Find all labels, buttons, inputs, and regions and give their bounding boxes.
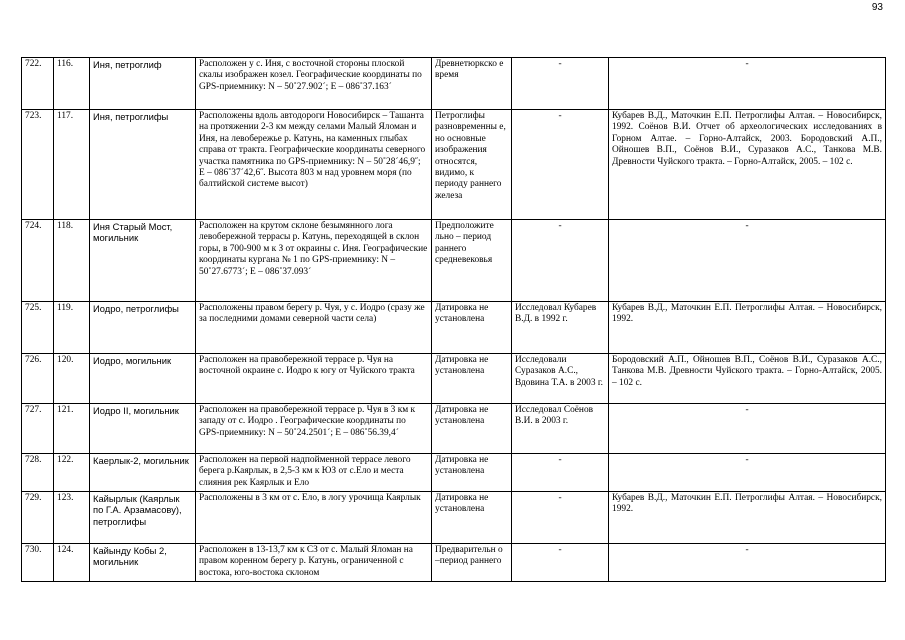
table-row xyxy=(22,110,886,220)
monument-number: 122. xyxy=(54,454,90,492)
row-number: 729. xyxy=(22,492,54,544)
monument-name: Иня Старый Мост, могильник xyxy=(90,220,196,302)
row-number: 722. xyxy=(22,58,54,110)
monument-name: Кайынду Кобы 2, могильник xyxy=(90,544,196,582)
location-description: Расположен на правобережной террасе р. Чуя на восточной окраине с. Иодро к югу от Чуйского тракта xyxy=(196,354,432,404)
dating: Датировка не установлена xyxy=(432,354,512,404)
literature: Бородовский А.П., Ойношев В.П., Соёнов В.И., Суразаков А.С., Танкова М.В. Древности Чуйского тракта. – Горно-Алтайск, 2005. – 102 с. xyxy=(609,354,886,404)
monument-name: Иодро, могильник xyxy=(90,354,196,404)
location-description: Расположены вдоль автодороги Новосибирск – Ташанта на протяжении 2-3 км между селами Малый Яломан и Иня, на левобережье р. Катунь, на каменных глыбах справа от тракта. Географические координаты северного участка памятника по GPS-приемнику: N – 50˚28´46,9˝; E – 086˚37´42,6˝. Высота 803 м над уровнем моря (по балтийской системе высот) xyxy=(196,110,432,220)
table-row xyxy=(22,220,886,302)
monument-number: 116. xyxy=(54,58,90,110)
monument-name: Кайырлык (Каярлык по Г.А. Арзамасову), петроглифы xyxy=(90,492,196,544)
literature: - xyxy=(609,58,886,110)
monument-number: 117. xyxy=(54,110,90,220)
location-description: Расположены правом берегу р. Чуя, у с. Иодро (сразу же за последними домами северной части села) xyxy=(196,302,432,354)
row-number: 726. xyxy=(22,354,54,404)
dating: Петроглифы разновременны е, но основные изображения относятся, видимо, к периоду раннего железа xyxy=(432,110,512,220)
literature: Кубарев В.Д., Маточкин Е.П. Петроглифы Алтая. – Новосибирск, 1992. Соёнов В.И. Отчет об археологических исследованиях в Горном Алтае. – Горно-Алтайск, 2003. Бородовский А.П., Ойношев В.П., Соёнов В.И., Суразаков А.С., Танкова М.В. Древности Чуйского тракта. – Горно-Алтайск, 2005. – 102 с. xyxy=(609,110,886,220)
table-row xyxy=(22,454,886,492)
table-row xyxy=(22,404,886,454)
research-info: Исследовал Кубарев В.Д. в 1992 г. xyxy=(512,302,609,354)
research-info: Исследовали Суразаков А.С., Вдовина Т.А. в 2003 г. xyxy=(512,354,609,404)
table-row xyxy=(22,302,886,354)
dating: Датировка не установлена xyxy=(432,492,512,544)
table-row xyxy=(22,58,886,110)
location-description: Расположен у с. Иня, с восточной стороны плоской скалы изображен козел. Географические координаты по GPS-приемнику: N – 50˚27.902´; E – 086˚37.163´ xyxy=(196,58,432,110)
location-description: Расположен на правобережной террасе р. Чуя в 3 км к западу от с. Иодро . Географические координаты по GPS-приемнику: N – 50˚24.2501´; E – 086˚56.39,4´ xyxy=(196,404,432,454)
dating: Предварительн о –период раннего xyxy=(432,544,512,582)
monuments-table xyxy=(21,57,886,582)
literature: Кубарев В.Д., Маточкин Е.П. Петроглифы Алтая. – Новосибирск, 1992. xyxy=(609,302,886,354)
row-number: 727. xyxy=(22,404,54,454)
literature: Кубарев В.Д., Маточкин Е.П. Петроглифы Алтая. – Новосибирск, 1992. xyxy=(609,492,886,544)
literature: - xyxy=(609,454,886,492)
row-number: 728. xyxy=(22,454,54,492)
row-number: 723. xyxy=(22,110,54,220)
dating: Датировка не установлена xyxy=(432,404,512,454)
literature: - xyxy=(609,404,886,454)
literature: - xyxy=(609,220,886,302)
location-description: Расположены в 3 км от с. Ело, в логу урочища Каярлык xyxy=(196,492,432,544)
monument-name: Иня, петроглифы xyxy=(90,110,196,220)
monument-number: 119. xyxy=(54,302,90,354)
monument-name: Иодро II, могильник xyxy=(90,404,196,454)
monument-number: 120. xyxy=(54,354,90,404)
dating: Датировка не установлена xyxy=(432,302,512,354)
monument-name: Каерлык-2, могильник xyxy=(90,454,196,492)
monument-name: Иодро, петроглифы xyxy=(90,302,196,354)
location-description: Расположен на крутом склоне безымянного лога левобережной террасы р. Катунь, переходящей в склон горы, в 700-900 м к З от окраины с. Иня. Географические координаты кургана № 1 по GPS-приемнику: N – 50˚27.6773´; E – 086˚37.093´ xyxy=(196,220,432,302)
location-description: Расположен на первой надпойменной террасе левого берега р.Каярлык, в 2,5-3 км к ЮЗ от с.Ело и места слияния рек Каярлык и Ело xyxy=(196,454,432,492)
table-row xyxy=(22,544,886,582)
dating: Древнетюркско е время xyxy=(432,58,512,110)
table-row xyxy=(22,492,886,544)
row-number: 725. xyxy=(22,302,54,354)
literature: - xyxy=(609,544,886,582)
research-info: - xyxy=(512,220,609,302)
dating: Предположите льно – период раннего средневековья xyxy=(432,220,512,302)
research-info: - xyxy=(512,544,609,582)
row-number: 724. xyxy=(22,220,54,302)
research-info: - xyxy=(512,454,609,492)
monument-number: 121. xyxy=(54,404,90,454)
research-info: - xyxy=(512,492,609,544)
page-number: 93 xyxy=(871,2,883,13)
research-info: - xyxy=(512,110,609,220)
row-number: 730. xyxy=(22,544,54,582)
monument-name: Иня, петроглиф xyxy=(90,58,196,110)
monument-number: 123. xyxy=(54,492,90,544)
monument-number: 118. xyxy=(54,220,90,302)
table-row xyxy=(22,354,886,404)
monument-number: 124. xyxy=(54,544,90,582)
research-info: - xyxy=(512,58,609,110)
research-info: Исследовал Соёнов В.И. в 2003 г. xyxy=(512,404,609,454)
dating: Датировка не установлена xyxy=(432,454,512,492)
location-description: Расположен в 13-13,7 км к СЗ от с. Малый Яломан на правом коренном берегу р. Катунь, ограниченной с востока, юго-востока склоном xyxy=(196,544,432,582)
